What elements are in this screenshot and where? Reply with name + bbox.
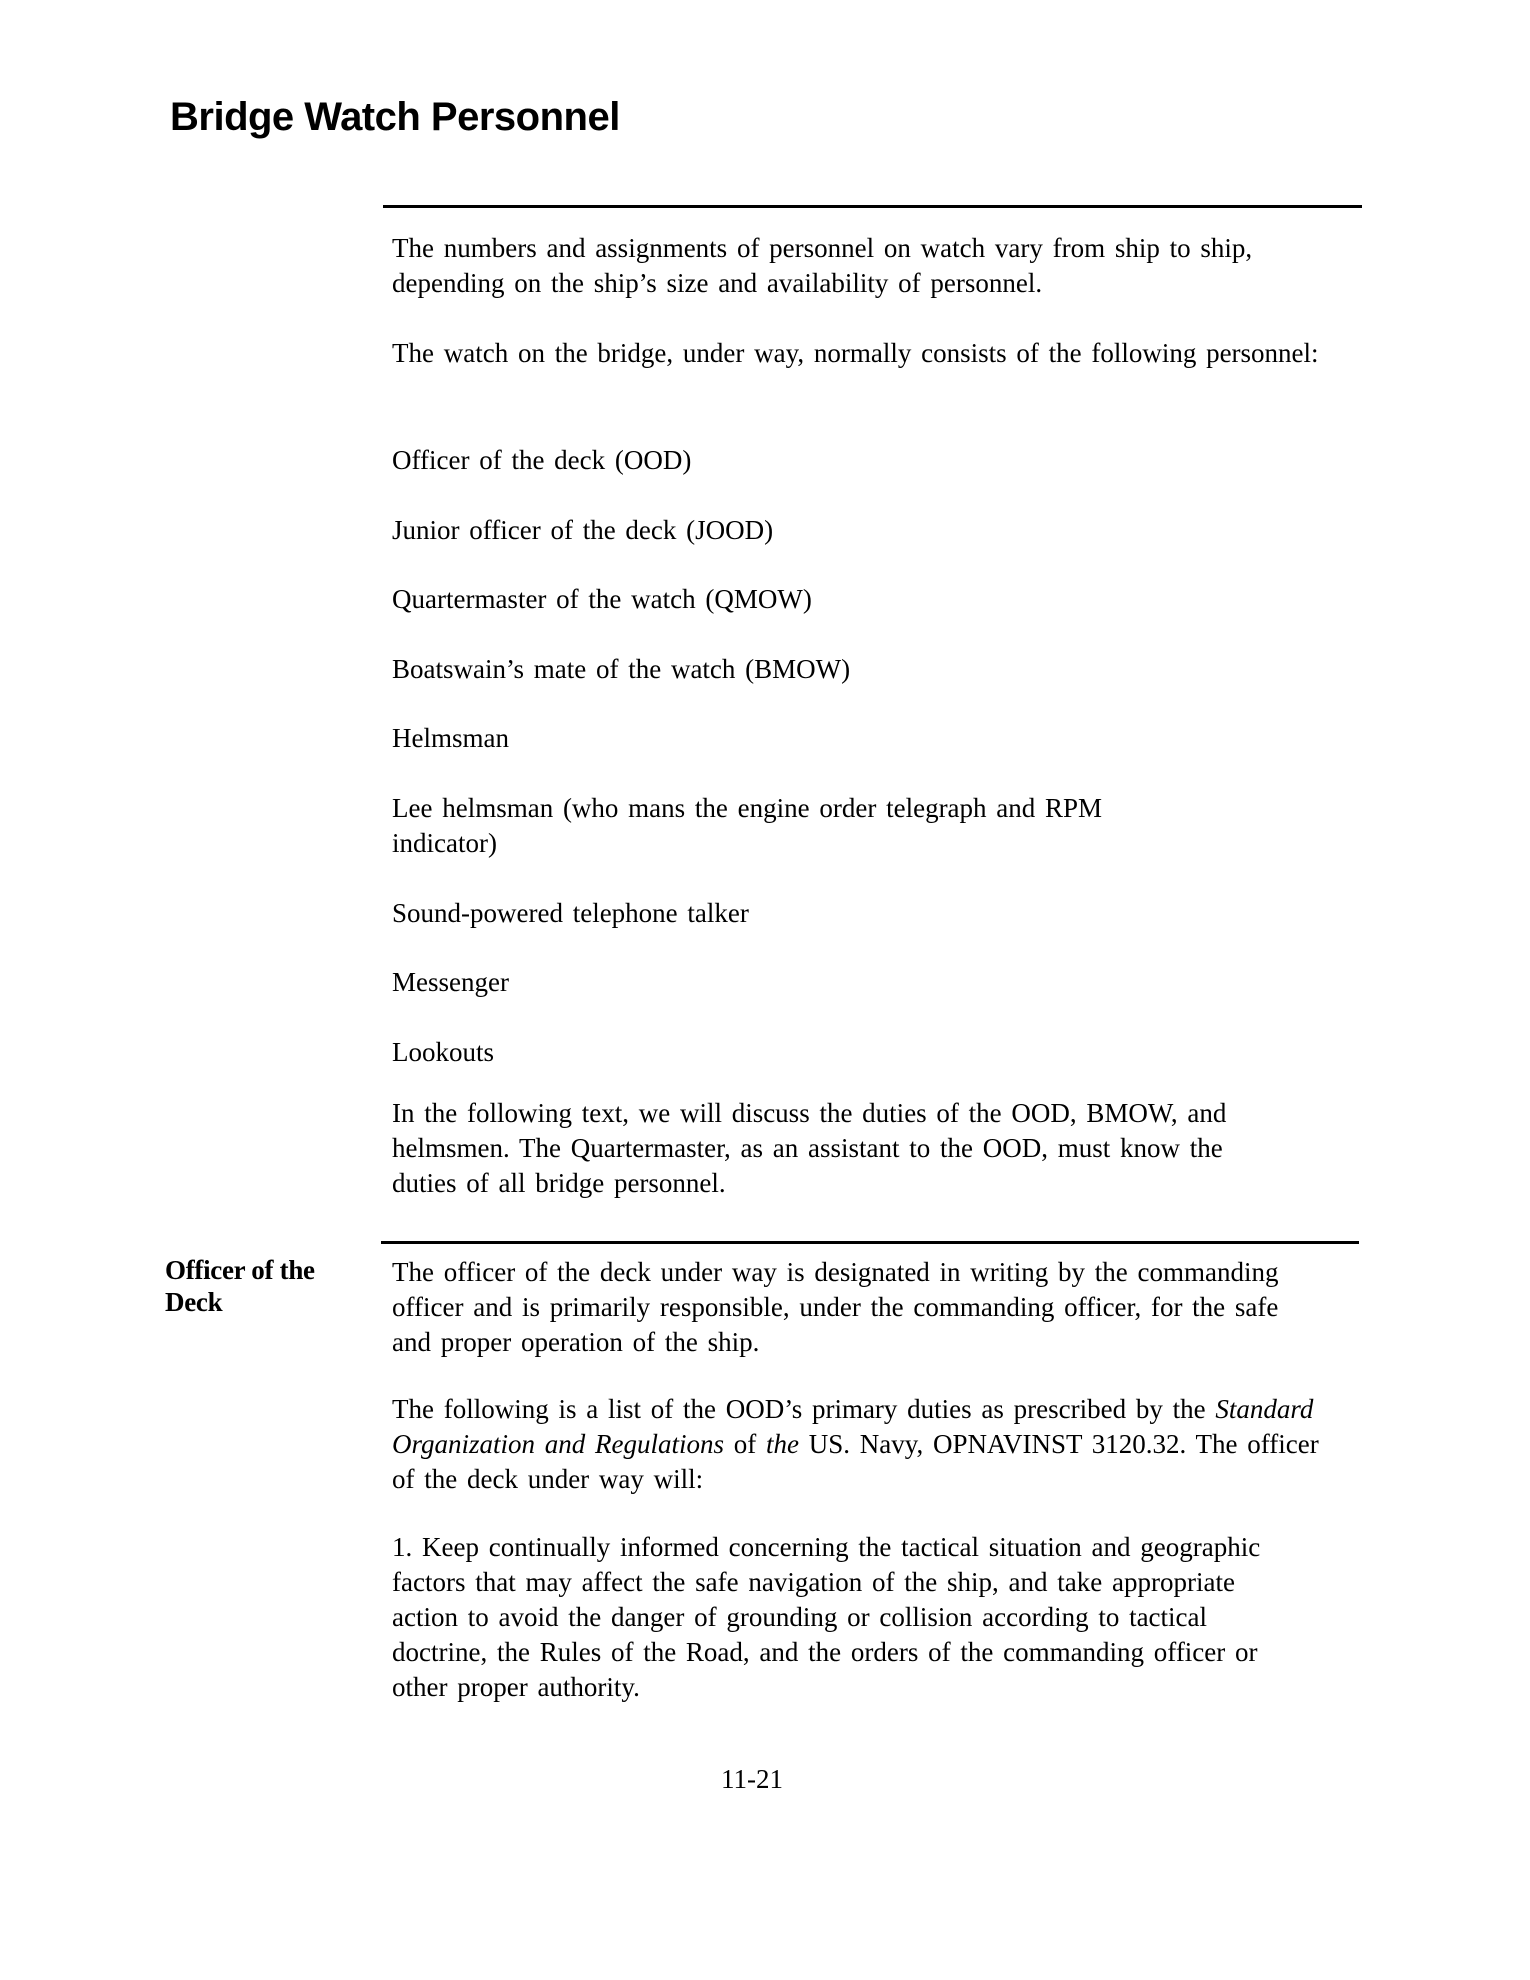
personnel-list	[392, 443, 1322, 1104]
list-item: Lee helmsman (who mans the engine order telegraph and RPM indicator)	[392, 792, 1103, 858]
list-item: Sound-powered telephone talker	[392, 897, 749, 928]
intro-paragraph-3	[392, 1096, 1322, 1201]
ood-paragraph-2-part-1: The following is a list of the OOD’s primary duties as prescribed by the	[392, 1394, 1216, 1424]
ood-paragraph-2	[392, 1392, 1322, 1497]
list-item: Lookouts	[392, 1036, 495, 1067]
ood-paragraph-2-part-3: US. Navy, OPNAVINST 3120.32. The officer of the deck under way will:	[392, 1429, 1319, 1494]
section-divider-officer-of-the-deck	[381, 1241, 1359, 1244]
ood-paragraph-2-part-2: of	[724, 1429, 767, 1459]
ood-paragraph-2-text	[392, 1392, 1322, 1497]
publication-title: Standard Organization and Regulations	[392, 1394, 1314, 1459]
list-item: Boatswain’s mate of the watch (BMOW)	[392, 653, 851, 684]
list-item: Messenger	[392, 967, 509, 998]
list-item: Quartermaster of the watch (QMOW)	[392, 584, 812, 615]
publication-title-article: the	[766, 1429, 800, 1459]
ood-duty-1-text: 1. Keep continually informed concerning the tactical situation and geographic factors that may affect the safe navigation of the ship, and take appropriate action to avoid the danger of grounding or collision according to tactical doctrine, the Rules of the Road, and the orders of the commanding officer or other proper authority.	[392, 1532, 1261, 1702]
ood-duty-1	[392, 1530, 1322, 1705]
intro-paragraph-1	[392, 231, 1322, 301]
section-divider-top	[383, 205, 1362, 208]
side-heading-officer-of-the-deck: Officer of the Deck	[165, 1255, 315, 1317]
intro-paragraph-1-text: The numbers and assignments of personnel on watch vary from ship to ship, depending on the ship’s size and availability of personnel.	[392, 233, 1253, 298]
ood-paragraph-1-text: The officer of the deck under way is designated in writing by the commanding officer and is primarily responsible, under the commanding officer, for the safe and proper operation of the ship.	[392, 1257, 1279, 1357]
page-title: Bridge Watch Personnel	[170, 95, 620, 139]
intro-paragraph-3-text: In the following text, we will discuss the duties of the OOD, BMOW, and helmsmen. The Quartermaster, as an assistant to the OOD, must know the duties of all bridge personnel.	[392, 1098, 1227, 1198]
list-item: Helmsman	[392, 723, 509, 754]
list-item: Officer of the deck (OOD)	[392, 445, 692, 475]
ood-paragraph-1	[392, 1255, 1322, 1360]
list-item: Junior officer of the deck (JOOD)	[392, 514, 774, 545]
page-number	[0, 1762, 1530, 1797]
intro-paragraph-2-text: The watch on the bridge, under way, normally consists of the following personnel:	[392, 338, 1319, 368]
page-number-text: 11-21	[721, 1764, 783, 1794]
intro-paragraph-2	[392, 336, 1322, 371]
